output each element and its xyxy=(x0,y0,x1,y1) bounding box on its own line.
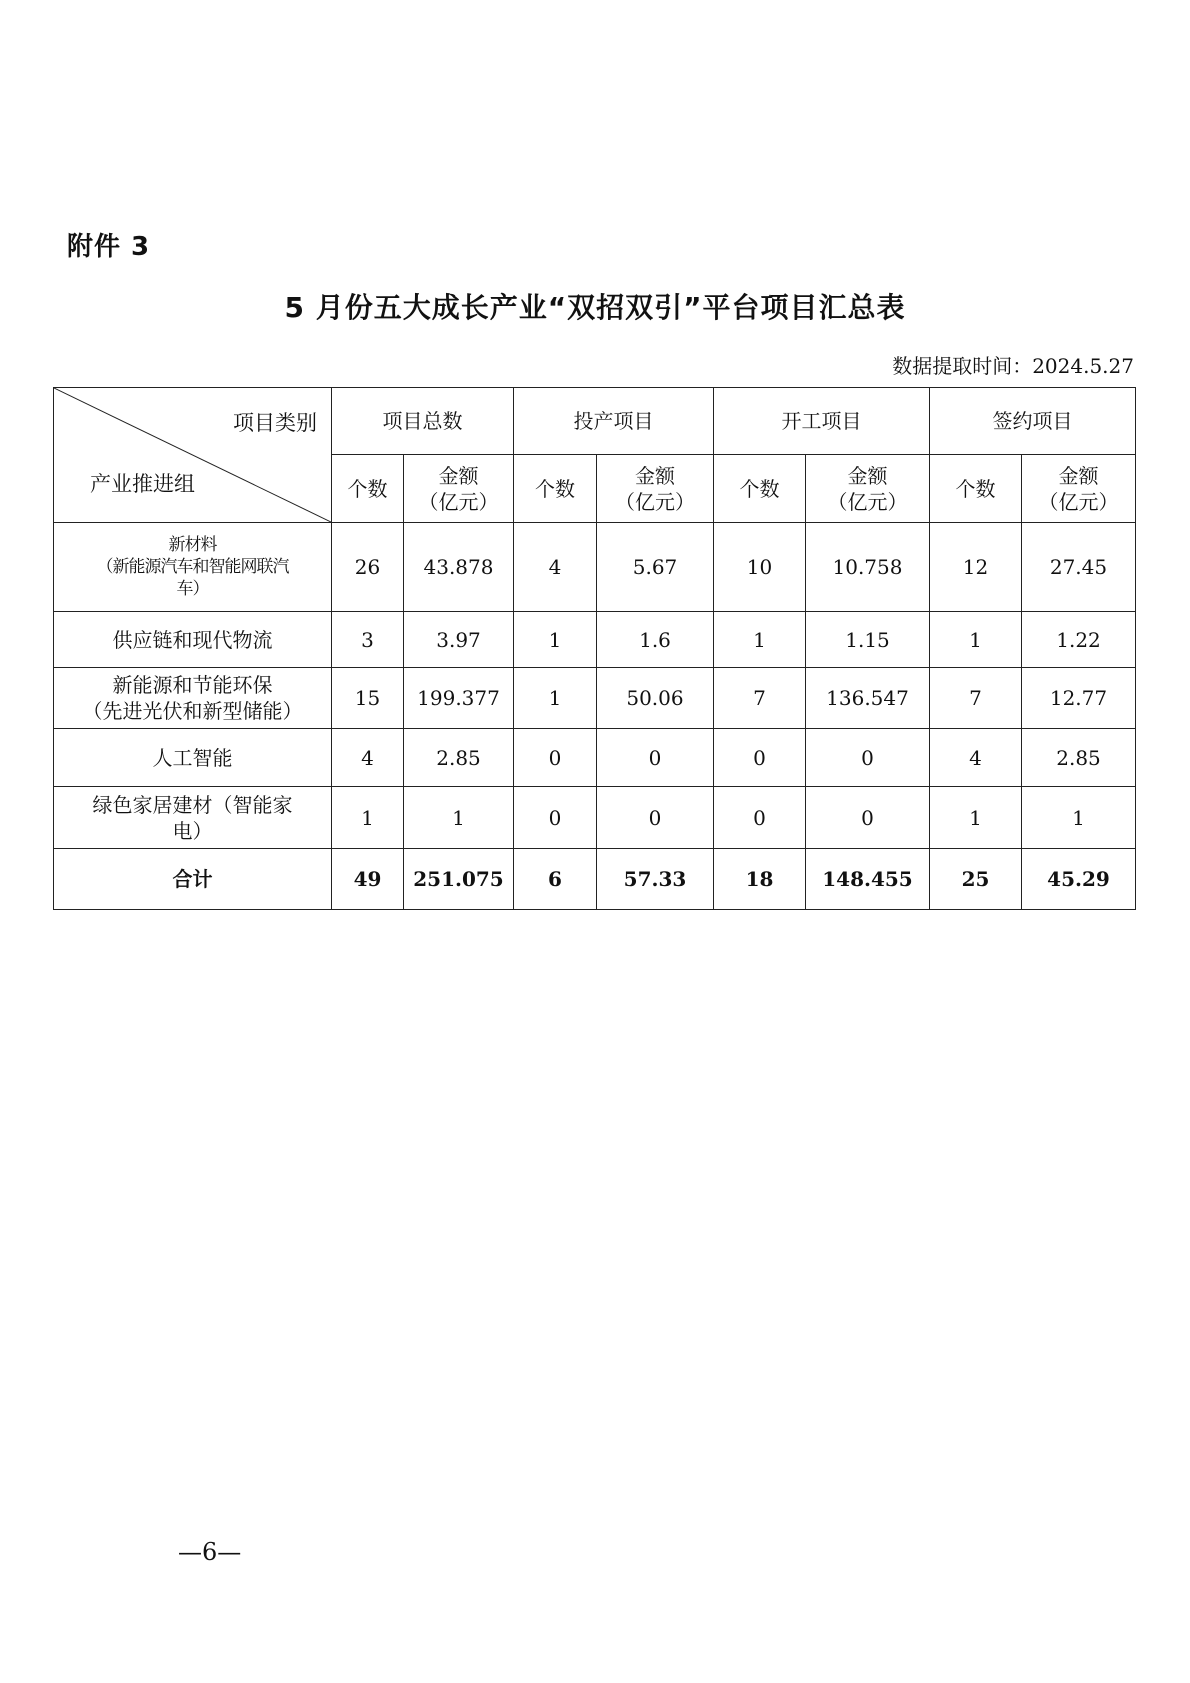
diagonal-header-cell xyxy=(54,388,332,523)
cell-value: 199.377 xyxy=(404,668,514,729)
cell-value: 4 xyxy=(332,729,404,787)
cell-value: 43.878 xyxy=(404,523,514,612)
total-value: 251.075 xyxy=(404,849,514,910)
cell-value: 0 xyxy=(714,729,806,787)
industry-name: 人工智能 xyxy=(54,729,332,787)
cell-value: 26 xyxy=(332,523,404,612)
cell-value: 1.22 xyxy=(1022,612,1136,668)
total-label: 合计 xyxy=(54,849,332,910)
cell-value: 1 xyxy=(1022,787,1136,849)
cell-value: 0 xyxy=(806,729,930,787)
total-value: 49 xyxy=(332,849,404,910)
table-row xyxy=(54,787,1136,849)
diagonal-line xyxy=(54,388,331,522)
cell-value: 0 xyxy=(514,729,597,787)
page-number: —6— xyxy=(178,1538,242,1566)
subheader-count: 个数 xyxy=(332,455,404,523)
cell-value: 1 xyxy=(404,787,514,849)
cell-value: 15 xyxy=(332,668,404,729)
cell-value: 1.6 xyxy=(597,612,714,668)
category-header-label: 项目类别 xyxy=(233,411,317,435)
page-title: 5 月份五大成长产业“双招双引”平台项目汇总表 xyxy=(284,291,906,324)
cell-value: 0 xyxy=(597,729,714,787)
cell-value: 1 xyxy=(930,787,1022,849)
cell-value: 4 xyxy=(514,523,597,612)
subheader-amount: 金额 （亿元） xyxy=(597,455,714,523)
subheader-count: 个数 xyxy=(714,455,806,523)
cell-value: 27.45 xyxy=(1022,523,1136,612)
subheader-count: 个数 xyxy=(514,455,597,523)
cell-value: 3.97 xyxy=(404,612,514,668)
cell-value: 1 xyxy=(714,612,806,668)
industry-name: 新能源和节能环保 （先进光伏和新型储能） xyxy=(54,668,332,729)
cell-value: 12 xyxy=(930,523,1022,612)
total-value: 57.33 xyxy=(597,849,714,910)
cell-value: 0 xyxy=(806,787,930,849)
cell-value: 50.06 xyxy=(597,668,714,729)
cell-value: 2.85 xyxy=(1022,729,1136,787)
cell-value: 12.77 xyxy=(1022,668,1136,729)
cell-value: 0 xyxy=(597,787,714,849)
table-row xyxy=(54,668,1136,729)
cell-value: 7 xyxy=(930,668,1022,729)
subheader-amount: 金额 （亿元） xyxy=(404,455,514,523)
subheader-count: 个数 xyxy=(930,455,1022,523)
total-value: 148.455 xyxy=(806,849,930,910)
cell-value: 4 xyxy=(930,729,1022,787)
cell-value: 136.547 xyxy=(806,668,930,729)
group-header-construction: 开工项目 xyxy=(714,388,930,455)
attachment-label: 附件 3 xyxy=(67,232,151,262)
total-row xyxy=(54,849,1136,910)
cell-value: 1 xyxy=(514,668,597,729)
cell-value: 5.67 xyxy=(597,523,714,612)
cell-value: 2.85 xyxy=(404,729,514,787)
cell-value: 10.758 xyxy=(806,523,930,612)
group-header-label: 产业推进组 xyxy=(90,471,195,496)
cell-value: 1 xyxy=(930,612,1022,668)
table-row xyxy=(54,612,1136,668)
cell-value: 1.15 xyxy=(806,612,930,668)
subheader-amount: 金额 （亿元） xyxy=(1022,455,1136,523)
summary-table xyxy=(53,387,1136,910)
cell-value: 0 xyxy=(714,787,806,849)
table-row xyxy=(54,729,1136,787)
cell-value: 10 xyxy=(714,523,806,612)
group-header-total: 项目总数 xyxy=(332,388,514,455)
group-header-production: 投产项目 xyxy=(514,388,714,455)
total-value: 18 xyxy=(714,849,806,910)
table-row xyxy=(54,523,1136,612)
group-header-signed: 签约项目 xyxy=(930,388,1136,455)
cell-value: 7 xyxy=(714,668,806,729)
subheader-amount: 金额 （亿元） xyxy=(806,455,930,523)
cell-value: 1 xyxy=(332,787,404,849)
total-value: 45.29 xyxy=(1022,849,1136,910)
total-value: 25 xyxy=(930,849,1022,910)
industry-name: 新材料 （新能源汽车和智能网联汽 车） xyxy=(54,523,332,612)
industry-name: 供应链和现代物流 xyxy=(54,612,332,668)
cell-value: 0 xyxy=(514,787,597,849)
cell-value: 1 xyxy=(514,612,597,668)
header-row-groups xyxy=(54,388,1136,455)
total-value: 6 xyxy=(514,849,597,910)
data-extract-time: 数据提取时间：2024.5.27 xyxy=(892,354,1134,378)
industry-name: 绿色家居建材（智能家 电） xyxy=(54,787,332,849)
cell-value: 3 xyxy=(332,612,404,668)
